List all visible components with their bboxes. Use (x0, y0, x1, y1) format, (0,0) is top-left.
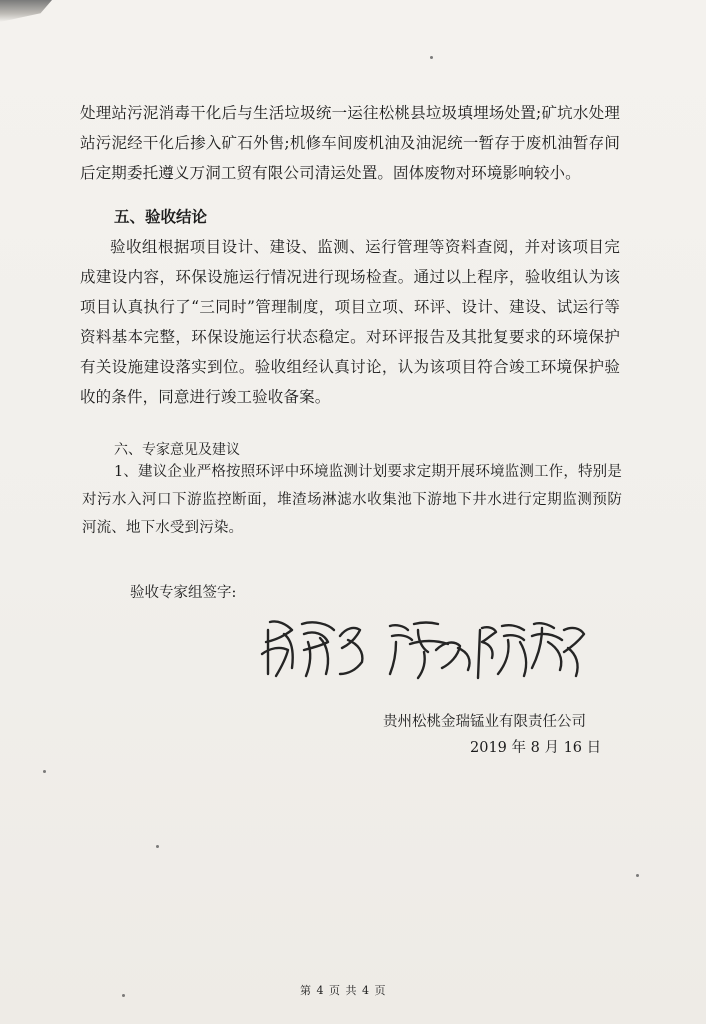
section-5-heading: 五、验收结论 (114, 207, 208, 226)
company-name: 贵州松桃金瑞锰业有限责任公司 (383, 714, 586, 730)
signature-3 (478, 623, 584, 678)
signature-1 (262, 621, 362, 676)
signature-label: 验收专家组签字: (130, 585, 237, 601)
section-6-item-1: 1、建议企业严格按照环评中环境监测计划要求定期开展环境监测工作，特别是对污水入河口下游监控断面，堆渣场淋滤水收集池下游地下井水进行定期监测预防河流、地下水受到污染。 (82, 464, 622, 536)
handwritten-signatures (258, 612, 588, 688)
section-5-text: 验收组根据项目设计、建设、监测、运行管理等资料查阅，并对该项目完成建设内容，环保设施运行情况进行现场检查。通过以上程序，验收组认为该项目认真执行了“三同时”管理制度，项目立项、环评、设计、建设、试运行等资料基本完整，环保设施运行状态稳定。对环评报告及其批复要求的环境保护有关设施建设落实到位。验收组经认真讨论，认为该项目符合竣工环境保护验收的条件，同意进行竣工验收备案。 (80, 238, 620, 406)
scan-speck (636, 874, 639, 877)
section-6-heading: 六、专家意见及建议 (114, 442, 240, 458)
scan-speck (430, 56, 433, 59)
paragraph-solid-waste: 处理站污泥消毒干化后与生活垃圾统一运往松桃县垃圾填埋场处置;矿坑水处理站污泥经干化后掺入矿石外售;机修车间废机油及油泥统一暂存于废机油暂存间后定期委托遵义万洞工贸有限公司清运处置。固体废物对环境影响较小。 (80, 104, 620, 182)
signature-2 (390, 623, 470, 679)
document-date: 2019 年 8 月 16 日 (470, 740, 602, 756)
scan-speck (156, 845, 159, 848)
page-corner-shadow (0, 0, 52, 22)
scan-speck (122, 994, 125, 997)
scan-speck (43, 770, 46, 773)
page-footer: 第 4 页 共 4 页 (300, 984, 387, 997)
